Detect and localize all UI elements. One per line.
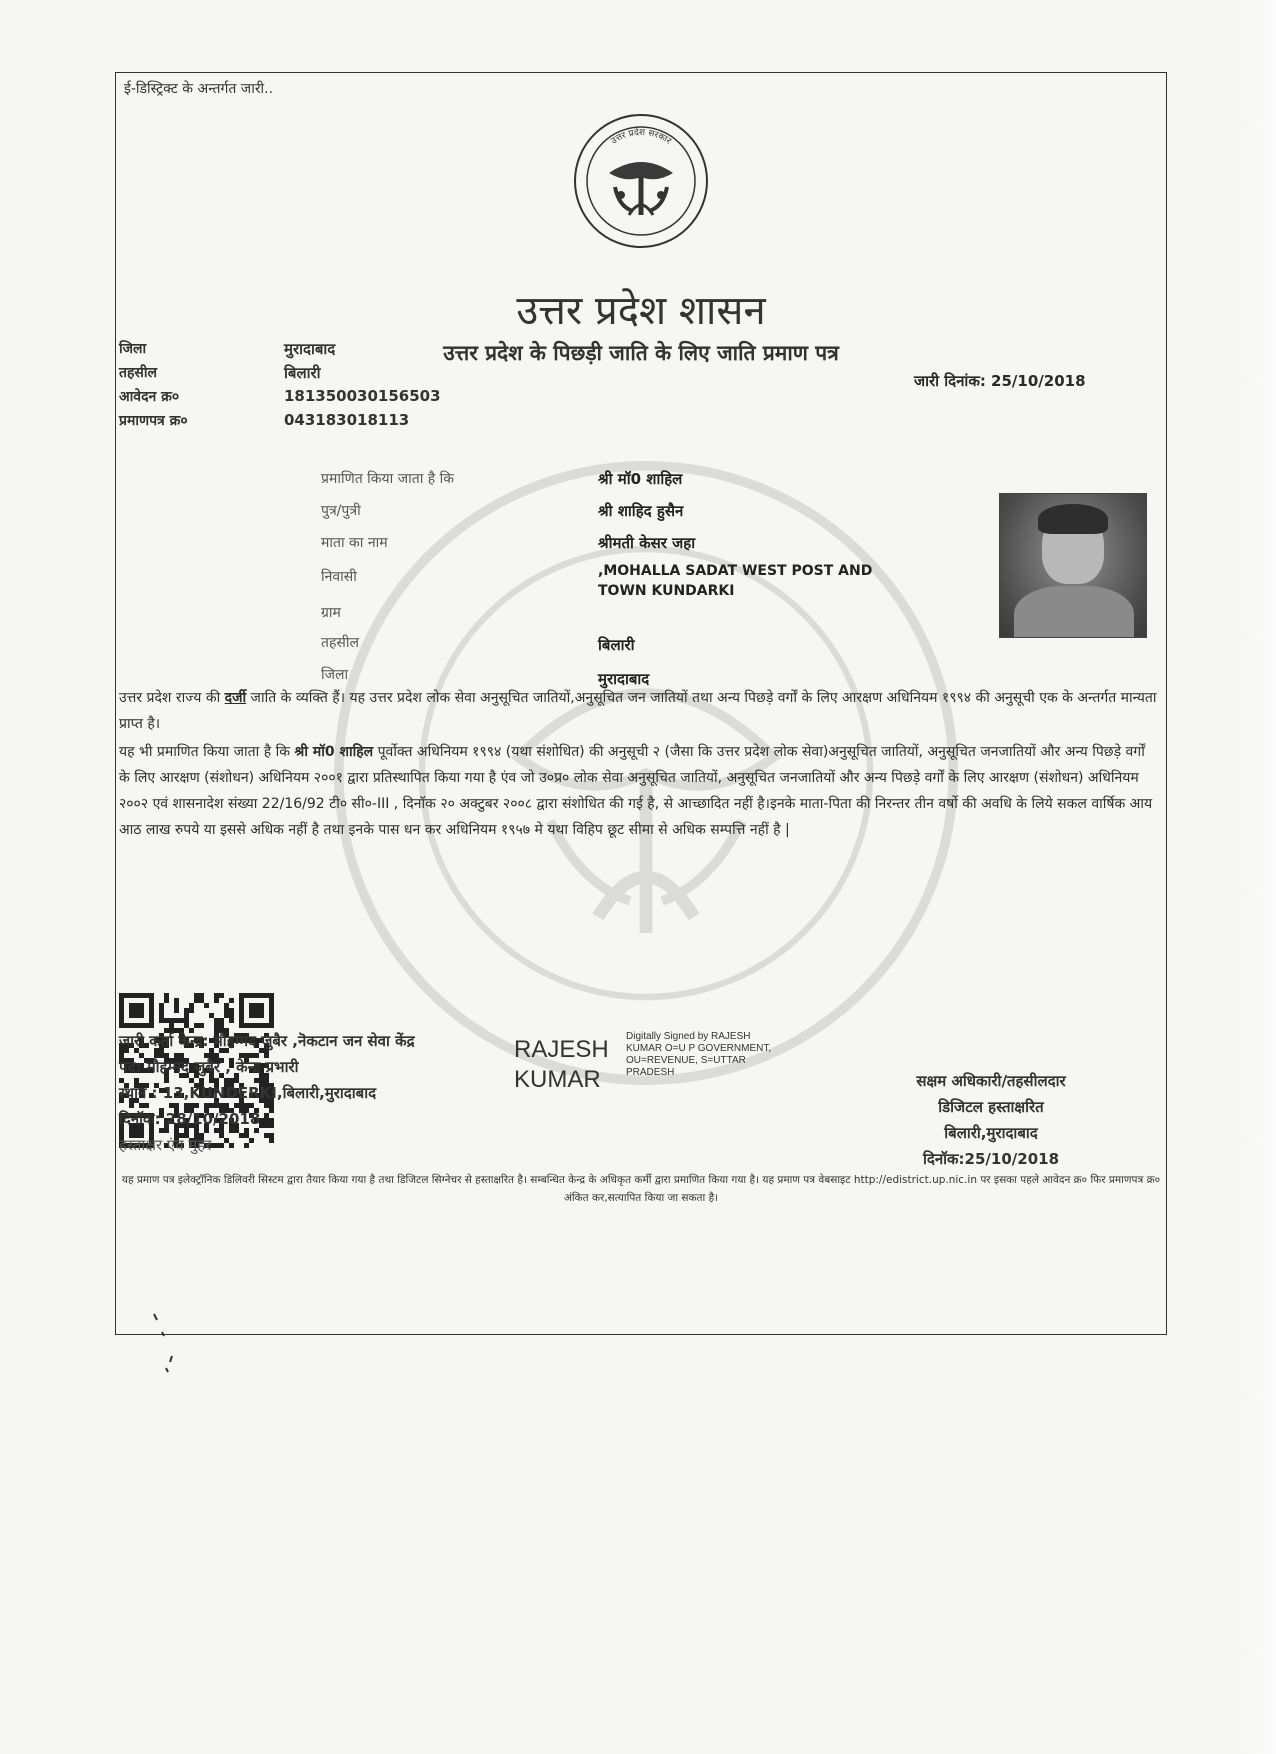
officer-place: बिलारी,मुरादाबाद xyxy=(944,1124,1038,1142)
meta-certificate-no-value: 043183018113 xyxy=(284,411,410,429)
body-paragraph-1 xyxy=(119,685,1159,737)
field-mother-label: माता का नाम xyxy=(321,535,388,551)
meta-application-no-value: 181350030156503 xyxy=(284,387,441,405)
issuer-centre: जारी कर्ता केन्द्र: मौहम्मद जुबैर ,नॆकटान जन सेवा केंद्र xyxy=(119,1032,415,1050)
field-certified-value: श्री मॉ0 शाहिल xyxy=(598,470,683,488)
field-resident-label: निवासी xyxy=(321,569,357,585)
emblem-arc-text: उत्तर प्रदेश सरकार xyxy=(609,127,673,147)
meta-tehsil-label: तहसील xyxy=(119,365,157,381)
field-resident-value: ,MOHALLA SADAT WEST POST AND TOWN KUNDARKI xyxy=(598,563,873,599)
field-son-of-label: पुत्र/पुत्री xyxy=(321,503,361,519)
meta-district-label: जिला xyxy=(119,341,147,357)
issuer-place: स्थान : 13,KUNDERKI,बिलारी,मुरादाबाद xyxy=(119,1084,377,1102)
scan-edge xyxy=(1236,0,1276,1754)
issuer-post: पद: मौहम्मद जुबैर , केन्द्र प्रभारी xyxy=(119,1058,299,1076)
field-son-of-value: श्री शाहिद हुसैन xyxy=(598,502,684,520)
meta-certificate-no-label: प्रमाणपत्र क्र० xyxy=(119,413,188,429)
government-title: उत्तर प्रदेश शासन xyxy=(516,288,766,334)
footer-note: यह प्रमाण पत्र इलेक्ट्रॉनिक डिलिवरी सिस्टम द्वारा तैयार किया गया है तथा डिजिटल सिग्नेचर से हस्ताक्षरित है। सम्बन्धित केन्द्र के अधिकृत कर्मी द्वारा प्रमाणित किया गया है। यह प्रमाण पत्र वेबसाइट http://edistrict.up.nic.in पर इसका पहले आवेदन क्र० फिर प्रमाणपत्र क्र० अंकित कर,सत्यापित किया जा सकता है। xyxy=(121,1174,1161,1204)
issuer-date: दिनॉक: 28/10/2018 xyxy=(119,1110,261,1128)
field-district-value: मुरादाबाद xyxy=(598,670,650,688)
body-paragraph-2 xyxy=(119,739,1159,843)
caste-name: दर्जी xyxy=(224,690,247,706)
officer-title: सक्षम अधिकारी/तहसीलदार xyxy=(916,1072,1066,1090)
p1-text-a: उत्तर प्रदेश राज्य की xyxy=(119,690,225,706)
field-village-label: ग्राम xyxy=(321,605,341,621)
certificate-frame xyxy=(115,72,1167,1335)
p2-text-b: पूर्वोक्त अधिनियम १९९४ (यथा संशोधित) की अनुसूची २ (जैसा कि उत्तर प्रदेश लोक सेवा)अनुसूचित जातियों, अनुसूचित जनजातियों और अन्य पिछड़े वर्गों के लिए आरक्षण (संशोधन) अधिनियम २००१ द्वारा प्रतिस्थापित किया गया है एंव जो उ०प्र० लोक सेवा अनुसूचित जातियों, अनुसूचित जनजातियों और अन्य पिछड़े वर्गों के लिए आरक्षण (संशोधन) अधिनियम २००२ एवं शासनादेश संख्या 22/16/92 टी० सी०-III , दिनॉक २० अक्टुबर २००८ द्वारा संशोधित की गई है, से आच्छादित नहीं है।इनके माता-पिता की निरन्तर तीन वर्षो की अवधि के लिये सकल वार्षिक आय आठ लाख रुपये या इससे अधिक नहीं है तथा इनके पास धन कर अधिनियम १९५७ मे यथा विहिप छूट सीमा से अधिक सम्पत्ति नहीं है | xyxy=(119,744,1153,838)
meta-application-no-label: आवेदन क्र० xyxy=(119,389,180,405)
digital-signature-info: Digitally Signed by RAJESH KUMAR O=U P GOVERNMENT, OU=REVENUE, S=UTTAR PRADESH xyxy=(626,1031,772,1078)
issuer-sign-seal: हस्ताक्षर एंव मुहर xyxy=(119,1136,212,1154)
field-mother-value: श्रीमती केसर जहा xyxy=(598,534,696,552)
field-tehsil-label: तहसील xyxy=(321,635,359,651)
applicant-photo xyxy=(999,493,1147,638)
p1-text-b: जाति के व्यक्ति हैं। यह उत्तर प्रदेश लोक सेवा अनुसूचित जातियों,अनुसूचित जन जातियों तथा अन्य पिछड़े वर्गों के लिए आरक्षण अधिनियम १९९४ की अनुसूची एक के अन्तर्गत मान्यता प्राप्त है। xyxy=(119,690,1157,732)
meta-tehsil-value: बिलारी xyxy=(284,364,321,382)
scan-marks xyxy=(148,1310,188,1380)
digital-signer-name: RAJESH KUMAR xyxy=(514,1036,609,1093)
issued-under-note: ई-डिस्ट्रिक्ट के अन्तर्गत जारी.. xyxy=(124,81,274,97)
field-tehsil-value: बिलारी xyxy=(598,636,635,654)
meta-district-value: मुरादाबाद xyxy=(284,340,336,358)
certificate-title: उत्तर प्रदेश के पिछड़ी जाति के लिए जाति प्रमाण पत्र xyxy=(443,341,839,365)
officer-date: दिनॉक:25/10/2018 xyxy=(922,1150,1060,1168)
field-district-label: जिला xyxy=(321,667,349,683)
issue-date: जारी दिनांक: 25/10/2018 xyxy=(914,372,1086,390)
up-government-emblem xyxy=(571,111,711,251)
p2-person-name: श्री मॉ0 शाहिल xyxy=(294,744,374,760)
officer-digital-signed: डिजिटल हस्ताक्षरित xyxy=(938,1098,1044,1116)
field-certified-label: प्रमाणित किया जाता है कि xyxy=(321,471,455,487)
p2-text-a: यह भी प्रमाणित किया जाता है कि xyxy=(119,744,295,760)
svg-text:उत्तर प्रदेश सरकार xyxy=(609,126,673,147)
